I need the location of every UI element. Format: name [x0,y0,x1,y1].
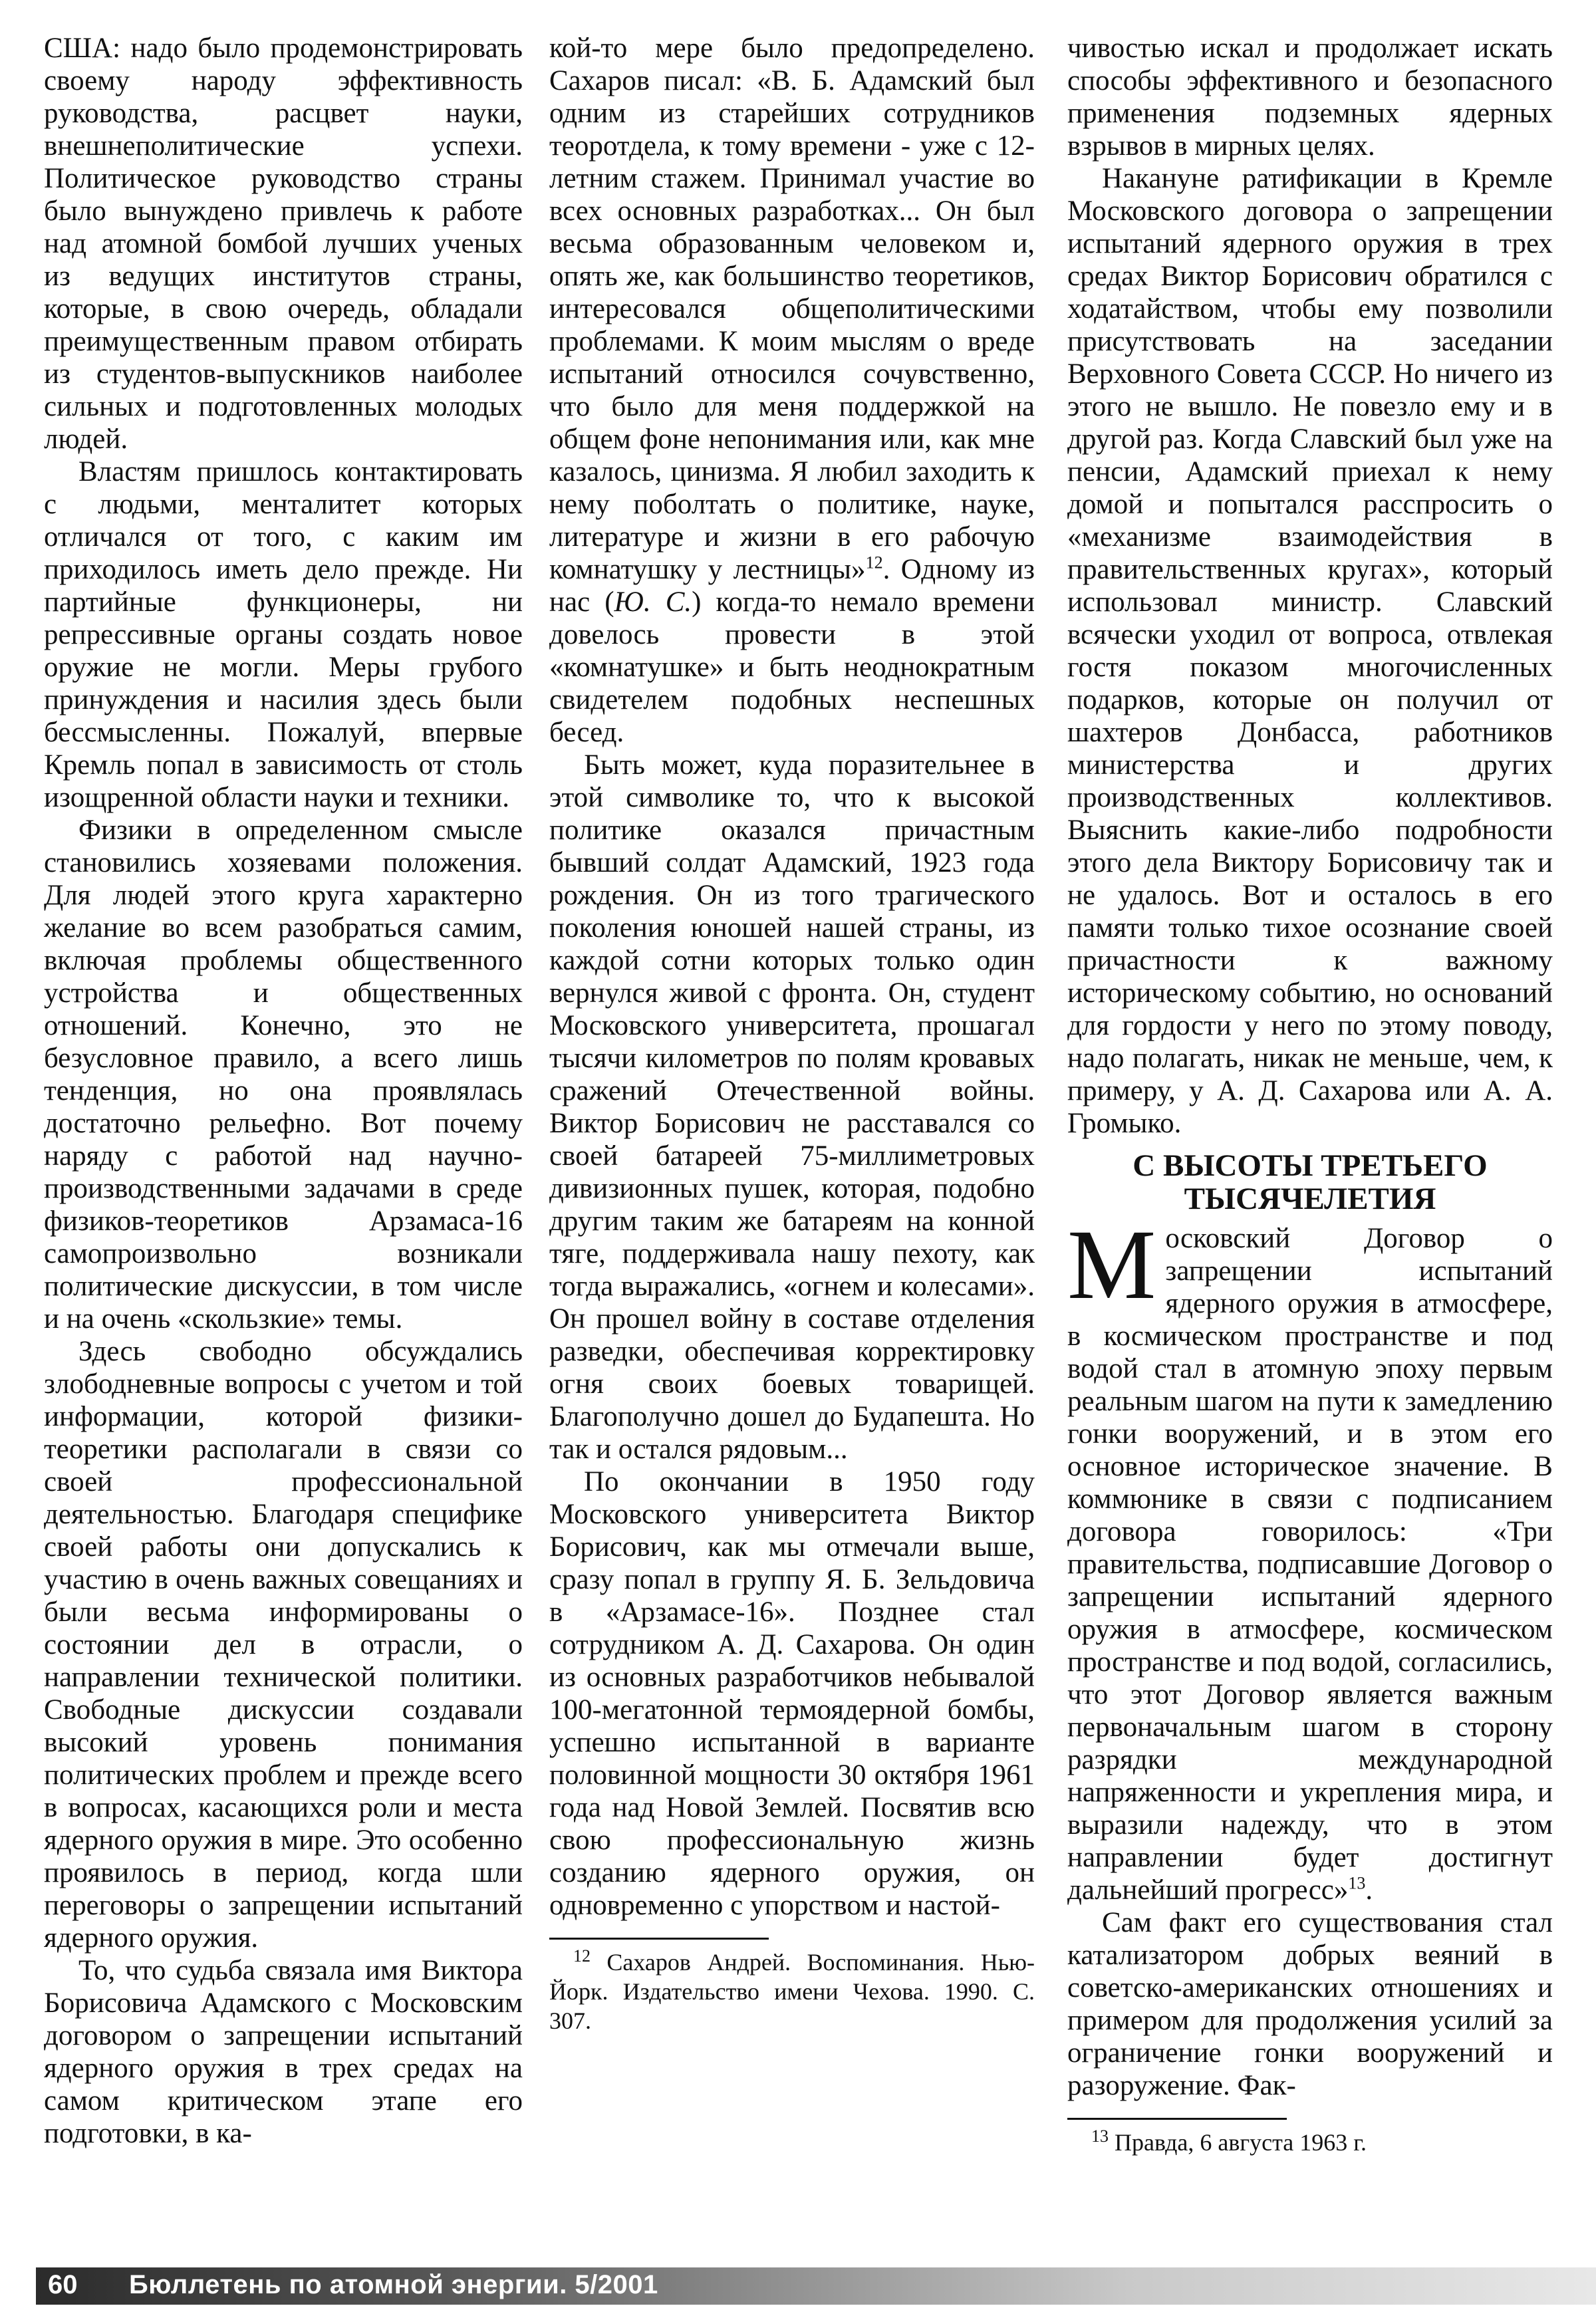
footnote-ref: 13 [1348,1873,1366,1893]
column-2 [549,32,1035,2035]
footnote-divider [549,1938,769,1940]
heading-line: С ВЫСОТЫ ТРЕТЬЕГО [1132,1148,1488,1183]
paragraph: То, что судьба связала имя Виктора Борисовича Адамского с Московским договором о запрещении испытаний ядерного оружия в трех средах на самом критическом этапе его подготовки, в ка- [44,1955,523,2149]
paragraph: чивостью искал и продолжает искать способы эффективного и безопасного применения подземных ядерных взрывов в мирных целях. [1067,33,1553,162]
paragraph: Сам факт его существования стал катализатором добрых веяний в советско-американских отношениях и примером для продолжения усилий за ограничение гонки вооружений и разоружение. Фак- [1067,1907,1553,2101]
text-run: осковский Договор о запрещении испытаний ядерного оружия в атмосфере, в космическом пространстве и под водой стал в атомную эпоху первым реальным шагом на пути к замедлению гонки вооружений, и в этом его основное историческое значение. В коммюнике в связи с подписанием договора говорилось: «Три правительства, подписавшие Договор о запрещении испытаний ядерного оружия в атмосфере, космическом пространстве и под водой, согласились, что этот Договор является важным первоначальным шагом в сторону разрядки международной напряженности и укрепления мира, и выразили надежду, что в этом направлении будет достигнут дальнейший прогресс» [1067,1223,1553,1906]
heading-line: ТЫСЯЧЕЛЕТИЯ [1184,1182,1436,1216]
paragraph: Накануне ратификации в Кремле Московского договора о запрещении испытаний ядерного оружия в трех средах Виктор Борисович обратился с ходатайством, чтобы ему позволили присутствовать на заседании Верховного Совета СССР. Но ничего из этого не вышло. Не повезло ему и в другой раз. Когда Славский был уже на пенсии, Адамский приехал к нему домой и попытался расспросить о «механизме взаимодействия в правительственных кругах», который использовал министр. Славский всячески уходил от вопроса, отвлекая гостя показом многочисленных подарков, которые он получил от шахтеров Донбасса, работников министерства и других производственных коллективов. Выяснить какие-либо подробности этого дела Виктору Борисовичу так и не удалось. Вот и осталось в его памяти только тихое осознание своей причастности к важному историческому событию, но оснований для гордости у него по этому поводу, надо полагать, никак не меньше, чем, к примеру, у А. Д. Сахарова или А. А. Громыко. [1067,163,1553,1139]
paragraph: Физики в определенном смысле становились хозяевами положения. Для людей этого круга характерно желание во всем разобраться самим, включая проблемы общественного устройства и общественных отношений. Конечно, это не безусловное правило, а всего лишь тенденция, но она проявлялась достаточно рельефно. Вот почему наряду с работой над научно-производственными задачами в среде физиков-теоретиков Арзамаса-16 самопроизвольно возникали политические дискуссии, в том числе и на очень «скользкие» темы. [44,815,523,1335]
paragraph [549,32,1035,749]
footnote-text: Сахаров Андрей. Воспоминания. Нью-Йорк. Издательство имени Чехова. 1990. С. 307. [549,1949,1035,2034]
footnote-number: 12 [573,1946,591,1966]
column-3 [1067,32,1553,2157]
page-footer [36,2267,1596,2305]
footnote [1067,2128,1553,2157]
text-run: ) когда-то немало времени довелось провести в этой «комнатушке» и быть неоднократным свидетелем подобных неспешных бесед. [549,586,1035,748]
page-number: 60 [48,2270,78,2299]
paragraph: США: надо было продемонстрировать своему народу эффективность руководства, расцвет науки, внешнеполитические успехи. Политическое руководство страны было вынуждено привлечь к работе над атомной бомбой лучших ученых из ведущих институтов страны, которые, в свою очередь, обладали преимущественным правом отбирать из студентов-выпускников наиболее сильных и подготовленных молодых людей. [44,33,523,455]
text-run: кой-то мере было предопределено. Сахаров писал: «В. Б. Адамский был одним из старейших сотрудников теоротдела, к тому времени - уже с 12-летним стажем. Принимал участие во всех основных разработках... Он был весьма образованным человеком и, опять же, как большинство теоретиков, интересовался общеполитическими проблемами. К моим мыслям о вреде испытаний относился сочувственно, что было для меня поддержкой на общем фоне непонимания или, как мне казалось, цинизма. Я любил заходить к нему поболтать о политике, науке, литературе и жизни в его рабочую комнатушку у лестницы» [549,33,1035,585]
paragraph: Властям пришлось контактировать с людьми, менталитет которых отличался от того, с каким им приходилось иметь дело прежде. Ни партийные функционеры, ни репрессивные органы создать новое оружие не могли. Меры грубого принуждения и насилия здесь были бессмысленны. Пожалуй, впервые Кремль попал в зависимость от столь изощренной области науки и техники. [44,456,523,813]
footnote-number: 13 [1091,2126,1109,2146]
footnote-text: Правда, 6 августа 1963 г. [1115,2129,1367,2156]
text-run: . [1365,1874,1373,1906]
footnote-ref: 12 [865,553,883,573]
paragraph [1067,1210,1553,1906]
section-heading [1067,1149,1553,1216]
journal-title: Бюллетень по атомной энергии. 5/2001 [129,2270,658,2299]
paragraph: Быть может, куда поразительнее в этой символике то, что к высокой политике оказался причастным бывший солдат Адамский, 1923 года рождения. Он из того трагического поколения юношей нашей страны, из каждой сотни которых только один вернулся живой с фронта. Он, студент Московского университета, прошагал тысячи километров по полям кровавых сражений Отечественной войны. Виктор Борисович не расставался со своей батареей 75-миллиметровых дивизионных пушек, которая, подобно другим таким же батареям на конной тяге, поддерживала нашу пехоту, как тогда выражались, «огнем и колесами». Он прошел войну в составе отделения разведки, обеспечивая корректировку огня своих боевых товарищей. Благополучно дошел до Будапешта. Но так и остался рядовым... [549,749,1035,1465]
drop-cap: М [1067,1210,1156,1320]
footnote-divider [1067,2118,1287,2120]
paragraph: Здесь свободно обсуждались злободневные вопросы с учетом и той информации, которой физики-теоретики располагали в связи со своей профессиональной деятельностью. Благодаря специфике своей работы они допускались к участию в очень важных совещаниях и были весьма информированы о состоянии дел в отрасли, о направлении технической политики. Свободные дискуссии создавали высокий уровень понимания политических проблем и прежде всего в вопросах, касающихся роли и места ядерного оружия в мире. Это особенно проявилось в период, когда шли переговоры о запрещении испытаний ядерного оружия. [44,1336,523,1954]
footnote [549,1948,1035,2035]
paragraph: По окончании в 1950 году Московского университета Виктор Борисович, как мы отмечали выше, сразу попал в группу Я. Б. Зельдовича в «Арзамасе-16». Позднее стал сотрудником А. Д. Сахарова. Он один из основных разработчиков небывалой 100-мегатонной термоядерной бомбы, успешно испытанной в варианте половинной мощности 30 октября 1961 года над Новой Землей. Посвятив всю свою профессиональную жизнь созданию ядерного оружия, он одновременно с упорством и настой- [549,1466,1035,1921]
text-run-italic: Ю. С. [614,586,692,618]
text-run: . Одному из нас ( [549,554,1035,618]
column-1 [44,32,523,2150]
